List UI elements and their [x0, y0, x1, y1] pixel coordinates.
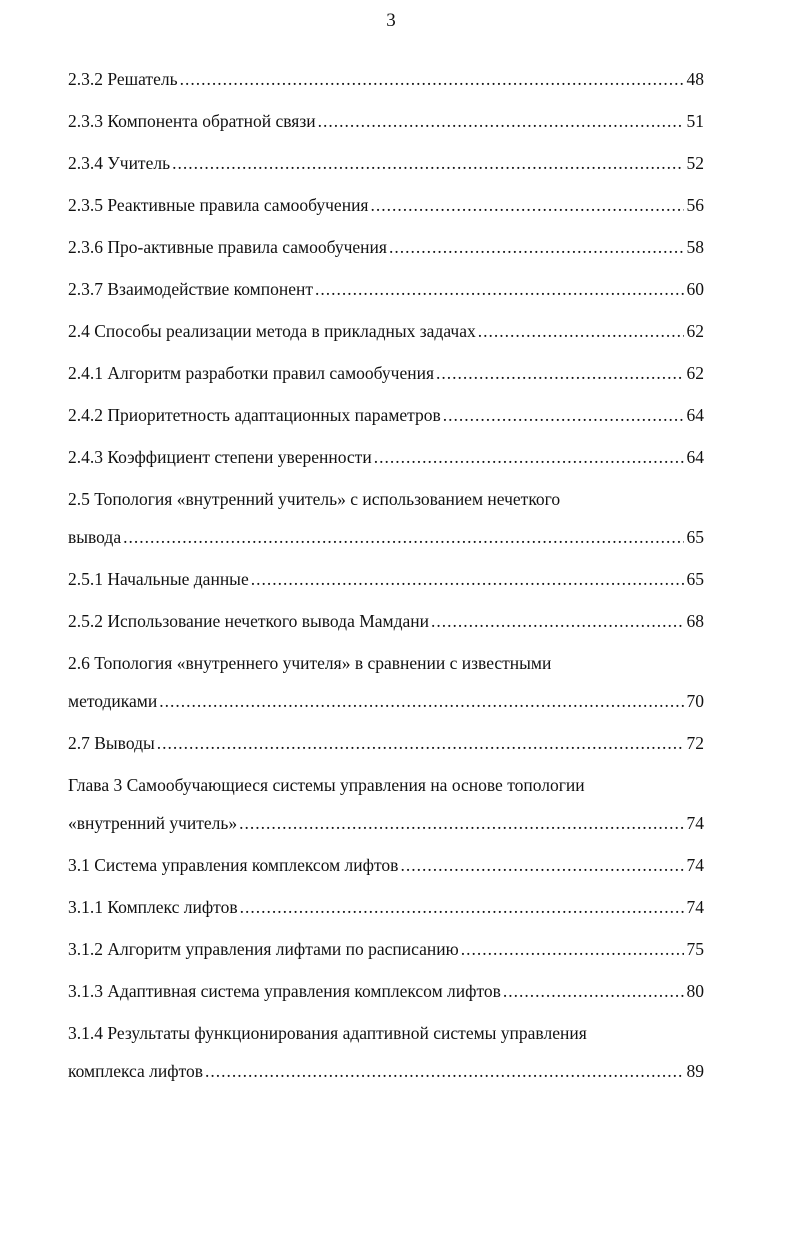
- toc-entry-title: 3.1.4 Результаты функционирования адаптивной системы управления: [68, 1023, 587, 1043]
- toc-entry: [68, 891, 704, 933]
- toc-entry: [68, 483, 704, 553]
- toc-entry-page: 68: [686, 611, 704, 631]
- toc-entry-page: 80: [686, 981, 704, 1001]
- toc-entry-title: 3.1.2 Алгоритм управления лифтами по расписанию: [68, 939, 459, 959]
- toc-entry-page: 62: [686, 321, 704, 341]
- toc-entry: [68, 231, 704, 273]
- dot-leader: [318, 105, 684, 137]
- toc-entry: [68, 933, 704, 975]
- dot-leader: [400, 849, 683, 881]
- toc-entry-page: 52: [686, 153, 704, 173]
- toc-entry: [68, 399, 704, 441]
- toc-entry-title: Глава 3 Самообучающиеся системы управления на основе топологии: [68, 775, 585, 795]
- toc-entry-title-continued: «внутренний учитель»: [68, 813, 238, 833]
- toc-entry: [68, 273, 704, 315]
- toc-entry-page: 65: [686, 527, 704, 547]
- toc-entry-page: 74: [686, 813, 704, 833]
- toc-entry-title: 3.1 Система управления комплексом лифтов: [68, 855, 399, 875]
- toc-entry-page: 74: [686, 855, 704, 875]
- toc-entry: [68, 605, 704, 647]
- toc-entry-page: 56: [686, 195, 704, 215]
- toc-entry: [68, 1017, 704, 1087]
- toc-entry: [68, 769, 704, 839]
- toc-entry: [68, 63, 704, 105]
- toc-entry-page: 72: [686, 733, 704, 753]
- toc-entry-page: 89: [686, 1061, 704, 1081]
- dot-leader: [503, 975, 684, 1007]
- toc-entry-title: 3.1.3 Адаптивная система управления комплексом лифтов: [68, 981, 501, 1001]
- toc-entry-title: 2.5.1 Начальные данные: [68, 569, 249, 589]
- toc-entry: [68, 315, 704, 357]
- toc-entry-page: 75: [686, 939, 704, 959]
- dot-leader: [123, 521, 683, 553]
- toc-entry-title: 2.3.5 Реактивные правила самообучения: [68, 195, 369, 215]
- toc-entry-page: 58: [686, 237, 704, 257]
- toc-entry: [68, 975, 704, 1017]
- toc-entry: [68, 441, 704, 483]
- dot-leader: [389, 231, 684, 263]
- toc-entry: [68, 105, 704, 147]
- toc-entry: [68, 849, 704, 891]
- toc-entry-title: 2.4.1 Алгоритм разработки правил самообучения: [68, 363, 434, 383]
- dot-leader: [443, 399, 684, 431]
- toc-entry-title: 2.3.7 Взаимодействие компонент: [68, 279, 313, 299]
- dot-leader: [159, 685, 683, 717]
- dot-leader: [370, 189, 683, 221]
- dot-leader: [374, 441, 684, 473]
- toc-entry: [68, 147, 704, 189]
- toc-entry: [68, 189, 704, 231]
- toc-entry-title: 2.7 Выводы: [68, 733, 155, 753]
- toc-entry: [68, 563, 704, 605]
- toc-entry-title: 2.6 Топология «внутреннего учителя» в сравнении с известными: [68, 653, 552, 673]
- toc-entry-page: 65: [686, 569, 704, 589]
- toc-entry-page: 48: [686, 69, 704, 89]
- dot-leader: [205, 1055, 683, 1087]
- dot-leader: [461, 933, 684, 965]
- dot-leader: [172, 147, 683, 179]
- page-number: 3: [386, 10, 396, 31]
- toc-entry-page: 74: [686, 897, 704, 917]
- dot-leader: [239, 807, 683, 839]
- toc-entry-page: 64: [686, 405, 704, 425]
- toc-entry: [68, 357, 704, 399]
- toc-entry-page: 64: [686, 447, 704, 467]
- toc-entry-title: 2.4 Способы реализации метода в прикладных задачах: [68, 321, 476, 341]
- toc-entry-title: 2.3.2 Решатель: [68, 69, 178, 89]
- toc-entry-title: 3.1.1 Комплекс лифтов: [68, 897, 238, 917]
- toc-entry-title-continued: методиками: [68, 691, 158, 711]
- dot-leader: [478, 315, 684, 347]
- toc-entry-page: 70: [686, 691, 704, 711]
- dot-leader: [180, 63, 684, 95]
- toc-entry-title: 2.3.4 Учитель: [68, 153, 171, 173]
- toc-entry-page: 51: [686, 111, 704, 131]
- toc-entry-title: 2.3.6 Про-активные правила самообучения: [68, 237, 387, 257]
- dot-leader: [315, 273, 684, 305]
- toc-entry-title-continued: вывода: [68, 527, 122, 547]
- toc-entry: [68, 727, 704, 769]
- toc-entry-title-continued: комплекса лифтов: [68, 1061, 204, 1081]
- dot-leader: [431, 605, 683, 637]
- toc-entry-title: 2.5.2 Использование нечеткого вывода Мамдани: [68, 611, 430, 631]
- toc-entry-title: 2.5 Топология «внутренний учитель» с использованием нечеткого: [68, 489, 561, 509]
- dot-leader: [157, 727, 684, 759]
- toc-entry-page: 60: [686, 279, 704, 299]
- dot-leader: [240, 891, 684, 923]
- toc-entry-page: 62: [686, 363, 704, 383]
- toc-entry: [68, 647, 704, 717]
- dot-leader: [251, 563, 684, 595]
- table-of-contents: [68, 63, 704, 1097]
- toc-entry-title: 2.4.3 Коэффициент степени уверенности: [68, 447, 372, 467]
- toc-entry-title: 2.3.3 Компонента обратной связи: [68, 111, 316, 131]
- dot-leader: [436, 357, 684, 389]
- toc-entry-title: 2.4.2 Приоритетность адаптационных параметров: [68, 405, 441, 425]
